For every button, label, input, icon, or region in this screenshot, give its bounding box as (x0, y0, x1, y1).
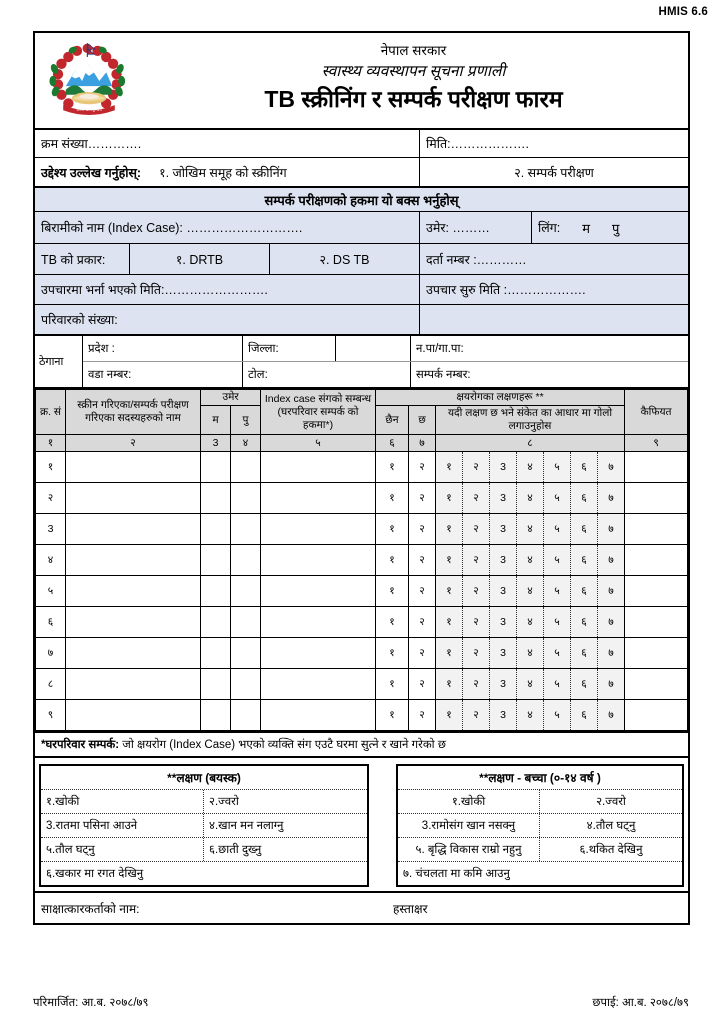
row-remarks-input-8[interactable] (625, 669, 688, 700)
nepal-government-emblem-icon (46, 38, 132, 124)
adult-symptom-7: ६.खकार मा रगत देखिनु (46, 868, 144, 881)
row-9-symptom-option-2[interactable]: २ (463, 700, 490, 731)
row-name-input-6[interactable] (66, 607, 201, 638)
row-symptom-yes-option-5[interactable]: २ (409, 576, 436, 607)
sex-option-male[interactable]: पु (612, 220, 620, 236)
address-block (35, 336, 688, 389)
th-symptom-no: छैन (376, 406, 409, 435)
th-symptoms-group: क्षयरोगका लक्षणहरू ** (376, 390, 625, 406)
row-6-symptom-option-5[interactable]: ५ (544, 607, 571, 638)
row-name-input-3[interactable] (66, 514, 201, 545)
footer-revised: परिमार्जित: आ.ब. २०७८/७९ (33, 997, 149, 1009)
row-relation-input-9[interactable] (261, 700, 376, 731)
row-3-symptom-option-3[interactable]: 3 (490, 514, 517, 545)
row-9-symptom-option-5[interactable]: ५ (544, 700, 571, 731)
row-6-symptom-option-3[interactable]: 3 (490, 607, 517, 638)
row-1-symptom-option-4[interactable]: ४ (517, 452, 544, 483)
row-7-symptom-option-7[interactable]: ७ (598, 638, 625, 669)
row-remarks-input-7[interactable] (625, 638, 688, 669)
child-symptom-1: १.खोकी (398, 790, 540, 813)
row-remarks-input-9[interactable] (625, 700, 688, 731)
row-9-symptom-option-3[interactable]: 3 (490, 700, 517, 731)
row-symptom-yes-option-9[interactable]: २ (409, 700, 436, 731)
row-1-symptom-option-7[interactable]: ७ (598, 452, 625, 483)
row-7-symptom-option-6[interactable]: ६ (571, 638, 598, 669)
district-value[interactable] (336, 336, 411, 361)
th-symptom-circle-instruction: यदी लक्षण छ भने संकेत का आधार मा गोलो लगाउनुहोस (436, 406, 625, 435)
contact-number-field[interactable]: सम्पर्क नम्बर: (416, 369, 471, 381)
row-relation-input-5[interactable] (261, 576, 376, 607)
row-age-female-input-5[interactable] (201, 576, 231, 607)
table-column-number-row (36, 435, 688, 452)
child-legend-row (398, 838, 682, 862)
colnum-3: 3 (201, 435, 231, 452)
row-age-female-input-2[interactable] (201, 483, 231, 514)
colnum-5: ५ (261, 435, 376, 452)
row-symptom-yes-option-1[interactable]: २ (409, 452, 436, 483)
colnum-7: ७ (409, 435, 436, 452)
th-remarks: कैफियत (625, 390, 688, 435)
adult-symptom-1: १.खोकी (41, 790, 204, 813)
row-8-symptom-option-1[interactable]: १ (436, 669, 463, 700)
table-row (36, 607, 688, 638)
row-symptom-no-option-4[interactable]: १ (376, 545, 409, 576)
row-age-female-input-4[interactable] (201, 545, 231, 576)
row-age-female-input-6[interactable] (201, 607, 231, 638)
child-legend-row (398, 790, 682, 814)
colnum-6: ६ (376, 435, 409, 452)
table-row (36, 483, 688, 514)
registration-number-field[interactable]: दर्ता नम्बर :………… (426, 252, 527, 267)
row-3-symptom-option-6[interactable]: ६ (571, 514, 598, 545)
row-4-symptom-option-2[interactable]: २ (463, 545, 490, 576)
row-7-symptom-option-1[interactable]: १ (436, 638, 463, 669)
table-row (36, 669, 688, 700)
child-legend-title: **लक्षण - बच्चा (०-१४ वर्ष ) (398, 766, 682, 790)
form-outer-frame (33, 31, 690, 925)
row-name-input-2[interactable] (66, 483, 201, 514)
row-4-symptom-option-4[interactable]: ४ (517, 545, 544, 576)
purpose-option-2[interactable]: २. सम्पर्क परीक्षण (514, 165, 594, 180)
purpose-left-cell (35, 158, 420, 186)
row-5-symptom-option-6[interactable]: ६ (571, 576, 598, 607)
row-relation-input-8[interactable] (261, 669, 376, 700)
row-9-symptom-option-7[interactable]: ७ (598, 700, 625, 731)
row-5-symptom-option-7[interactable]: ७ (598, 576, 625, 607)
row-serial-2: २ (36, 483, 66, 514)
child-symptom-5: ५. बृद्धि विकास राम्रो नहुनु (398, 838, 540, 861)
row-age-male-input-1[interactable] (231, 452, 261, 483)
row-remarks-input-4[interactable] (625, 545, 688, 576)
row-2-symptom-option-5[interactable]: ५ (544, 483, 571, 514)
tb-type-option-dstb[interactable]: २. DS TB (270, 244, 420, 274)
row-6-symptom-option-1[interactable]: १ (436, 607, 463, 638)
row-age-male-input-9[interactable] (231, 700, 261, 731)
family-count-blank (420, 305, 688, 334)
row-serial-8: ८ (36, 669, 66, 700)
purpose-label: उद्देश्य उल्लेख गर्नुहोस्: (41, 165, 142, 180)
row-relation-input-4[interactable] (261, 545, 376, 576)
adult-legend-row (41, 862, 367, 885)
row-symptom-no-option-1[interactable]: १ (376, 452, 409, 483)
adult-legend-row (41, 814, 367, 838)
address-row-2 (83, 362, 688, 387)
serial-date-row (35, 130, 688, 158)
row-age-male-input-5[interactable] (231, 576, 261, 607)
row-9-symptom-option-1[interactable]: १ (436, 700, 463, 731)
screening-table (35, 389, 688, 731)
row-serial-4: ४ (36, 545, 66, 576)
date-field[interactable]: मिति:………………. (426, 137, 530, 151)
row-remarks-input-1[interactable] (625, 452, 688, 483)
row-1-symptom-option-6[interactable]: ६ (571, 452, 598, 483)
row-name-input-8[interactable] (66, 669, 201, 700)
row-serial-6: ६ (36, 607, 66, 638)
row-5-symptom-option-1[interactable]: १ (436, 576, 463, 607)
row-8-symptom-option-4[interactable]: ४ (517, 669, 544, 700)
row-symptom-no-option-8[interactable]: १ (376, 669, 409, 700)
row-relation-input-2[interactable] (261, 483, 376, 514)
row-symptom-no-option-7[interactable]: १ (376, 638, 409, 669)
row-name-input-1[interactable] (66, 452, 201, 483)
row-age-male-input-2[interactable] (231, 483, 261, 514)
row-symptom-no-option-5[interactable]: १ (376, 576, 409, 607)
child-legend-row (398, 814, 682, 838)
row-name-input-5[interactable] (66, 576, 201, 607)
row-symptom-yes-option-7[interactable]: २ (409, 638, 436, 669)
table-row (36, 514, 688, 545)
row-relation-input-3[interactable] (261, 514, 376, 545)
row-3-symptom-option-5[interactable]: ५ (544, 514, 571, 545)
colnum-4: ४ (231, 435, 261, 452)
row-name-input-4[interactable] (66, 545, 201, 576)
row-8-symptom-option-3[interactable]: 3 (490, 669, 517, 700)
row-age-male-input-4[interactable] (231, 545, 261, 576)
adult-symptom-2: २.ज्वरो (209, 796, 239, 809)
government-name: नेपाल सरकार (380, 43, 447, 59)
row-5-symptom-option-2[interactable]: २ (463, 576, 490, 607)
row-relation-input-1[interactable] (261, 452, 376, 483)
municipality-field[interactable]: न.पा/गा.पा: (416, 343, 464, 355)
address-label: ठेगाना (35, 336, 83, 387)
row-2-symptom-option-6[interactable]: ६ (571, 483, 598, 514)
row-age-male-input-7[interactable] (231, 638, 261, 669)
screening-table-body (36, 452, 688, 731)
row-7-symptom-option-5[interactable]: ५ (544, 638, 571, 669)
row-3-symptom-option-7[interactable]: ७ (598, 514, 625, 545)
row-symptom-no-option-6[interactable]: १ (376, 607, 409, 638)
row-symptom-no-option-3[interactable]: १ (376, 514, 409, 545)
row-1-symptom-option-5[interactable]: ५ (544, 452, 571, 483)
row-age-male-input-8[interactable] (231, 669, 261, 700)
row-8-symptom-option-6[interactable]: ६ (571, 669, 598, 700)
interviewer-signature-field[interactable]: हस्ताक्षर (393, 901, 428, 916)
row-remarks-input-2[interactable] (625, 483, 688, 514)
purpose-row (35, 158, 688, 188)
colnum-9: ९ (625, 435, 688, 452)
page-title: TB स्क्रीनिंग र सम्पर्क परीक्षण फारम (264, 86, 563, 113)
child-symptom-7: ७. चंचलता मा कमि आउनु (403, 868, 510, 881)
row-8-symptom-option-5[interactable]: ५ (544, 669, 571, 700)
family-count-field[interactable]: परिवारको संख्या: (35, 305, 420, 334)
tb-type-row (35, 244, 688, 275)
row-symptom-no-option-9[interactable]: १ (376, 700, 409, 731)
adult-symptom-4: ४.खान मन नलाग्नु (209, 820, 284, 833)
row-age-female-input-7[interactable] (201, 638, 231, 669)
th-age-male: पु (231, 406, 261, 435)
row-age-female-input-1[interactable] (201, 452, 231, 483)
row-remarks-input-3[interactable] (625, 514, 688, 545)
hmis-code-label: HMIS 6.6 (658, 6, 708, 18)
footer-printed: छपाई: आ.ब. २०७८/७९ (592, 997, 689, 1009)
row-symptom-yes-option-2[interactable]: २ (409, 483, 436, 514)
table-row (36, 576, 688, 607)
colnum-2: २ (66, 435, 201, 452)
admission-date-field[interactable]: उपचारमा भर्ना भएको मिति:……………………. (35, 275, 420, 304)
row-symptom-yes-option-8[interactable]: २ (409, 669, 436, 700)
form-header (35, 33, 688, 130)
row-serial-1: १ (36, 452, 66, 483)
household-contact-note (35, 731, 688, 758)
row-4-symptom-option-1[interactable]: १ (436, 545, 463, 576)
row-2-symptom-option-4[interactable]: ४ (517, 483, 544, 514)
row-serial-3: 3 (36, 514, 66, 545)
adult-legend-row (41, 838, 367, 862)
adult-legend-row (41, 790, 367, 814)
row-serial-5: ५ (36, 576, 66, 607)
ward-number-field[interactable]: वडा नम्बर: (83, 362, 243, 387)
row-2-symptom-option-2[interactable]: २ (463, 483, 490, 514)
colnum-1: १ (36, 435, 66, 452)
row-symptom-yes-option-4[interactable]: २ (409, 545, 436, 576)
row-7-symptom-option-2[interactable]: २ (463, 638, 490, 669)
row-3-symptom-option-2[interactable]: २ (463, 514, 490, 545)
row-4-symptom-option-6[interactable]: ६ (571, 545, 598, 576)
row-5-symptom-option-4[interactable]: ४ (517, 576, 544, 607)
table-row (36, 452, 688, 483)
table-row (36, 545, 688, 576)
system-name: स्वास्थ्य व्यवस्थापन सूचना प्रणाली (321, 62, 506, 80)
row-name-input-9[interactable] (66, 700, 201, 731)
form-title-block (143, 33, 688, 128)
child-symptom-6: ६.थकित देखिनु (579, 844, 643, 857)
province-field[interactable]: प्रदेश : (83, 336, 243, 361)
th-names: स्क्रीन गरिएका/सम्पर्क परीक्षण गरिएका सदस्यहरुको नाम (66, 390, 201, 435)
row-6-symptom-option-7[interactable]: ७ (598, 607, 625, 638)
adult-symptom-3: 3.रातमा पसिना आउने (41, 814, 204, 837)
adult-symptom-6: ६.छाती दुख्नु (209, 844, 262, 857)
legend-gap (369, 764, 396, 887)
row-9-symptom-option-4[interactable]: ४ (517, 700, 544, 731)
th-age-female: म (201, 406, 231, 435)
row-2-symptom-option-3[interactable]: 3 (490, 483, 517, 514)
index-case-sex-field (532, 212, 688, 243)
row-7-symptom-option-3[interactable]: 3 (490, 638, 517, 669)
sex-option-female[interactable]: म (582, 220, 591, 236)
row-3-symptom-option-4[interactable]: ४ (517, 514, 544, 545)
row-symptom-yes-option-3[interactable]: २ (409, 514, 436, 545)
index-case-name-field[interactable]: बिरामीको नाम (Index Case): ………………………. (35, 212, 420, 243)
child-symptom-legend (396, 764, 684, 887)
index-case-age-field[interactable]: उमेर: ……… (420, 212, 532, 243)
row-relation-input-7[interactable] (261, 638, 376, 669)
note-text: जो क्षयरोग (Index Case) भएको व्यक्ति संग एउटै घरमा सुत्ने र खाने गरेको छ (119, 739, 446, 752)
row-symptom-no-option-2[interactable]: १ (376, 483, 409, 514)
row-9-symptom-option-6[interactable]: ६ (571, 700, 598, 731)
svg-text:जननी जन्मभूमिश्च: जननी जन्मभूमिश्च (76, 106, 102, 112)
th-relation: Index case संगको सम्बन्ध (घरपरिवार सम्पर्क को हकमा*) (261, 390, 376, 435)
row-age-male-input-6[interactable] (231, 607, 261, 638)
row-3-symptom-option-1[interactable]: १ (436, 514, 463, 545)
adult-symptom-5: ५.तौल घट्नु (41, 838, 204, 861)
child-legend-row (398, 862, 682, 885)
sex-label: लिंग: (538, 221, 561, 235)
tb-type-option-drtb[interactable]: १. DRTB (130, 244, 270, 274)
row-6-symptom-option-6[interactable]: ६ (571, 607, 598, 638)
serial-number-field[interactable]: क्रम संख्या…………. (35, 130, 420, 157)
row-5-symptom-option-3[interactable]: 3 (490, 576, 517, 607)
row-remarks-input-6[interactable] (625, 607, 688, 638)
treatment-start-date-field[interactable]: उपचार सुरु मिति :………………. (426, 283, 586, 297)
address-row-1 (83, 336, 688, 362)
table-row (36, 700, 688, 731)
row-age-female-input-3[interactable] (201, 514, 231, 545)
row-name-input-7[interactable] (66, 638, 201, 669)
emblem-container (35, 33, 143, 128)
row-remarks-input-5[interactable] (625, 576, 688, 607)
row-serial-9: ९ (36, 700, 66, 731)
symptom-legends (35, 758, 688, 891)
row-4-symptom-option-7[interactable]: ७ (598, 545, 625, 576)
table-row (36, 638, 688, 669)
contact-section-title: सम्पर्क परीक्षणको हकमा यो बक्स भर्नुहोस् (35, 188, 688, 212)
row-1-symptom-option-1[interactable]: १ (436, 452, 463, 483)
row-serial-7: ७ (36, 638, 66, 669)
row-2-symptom-option-1[interactable]: १ (436, 483, 463, 514)
child-symptom-2: २.ज्वरो (596, 796, 626, 809)
row-4-symptom-option-5[interactable]: ५ (544, 545, 571, 576)
tole-field[interactable]: टोल: (243, 362, 411, 387)
row-8-symptom-option-2[interactable]: २ (463, 669, 490, 700)
interviewer-row (35, 891, 688, 923)
note-bold-label: *घरपरिवार सम्पर्क: (41, 739, 120, 752)
row-1-symptom-option-3[interactable]: 3 (490, 452, 517, 483)
child-symptom-3: 3.रामोसंग खान नसक्नु (398, 814, 540, 837)
index-case-row (35, 212, 688, 244)
row-2-symptom-option-7[interactable]: ७ (598, 483, 625, 514)
row-age-female-input-8[interactable] (201, 669, 231, 700)
row-4-symptom-option-3[interactable]: 3 (490, 545, 517, 576)
row-age-female-input-9[interactable] (201, 700, 231, 731)
row-5-symptom-option-5[interactable]: ५ (544, 576, 571, 607)
page-footer (33, 995, 689, 1010)
interviewer-name-field[interactable]: साक्षात्कारकर्ताको नाम: (41, 901, 140, 916)
purpose-option-1[interactable]: १. जोखिम समूह को स्क्रीनिंग (159, 165, 287, 180)
row-age-male-input-3[interactable] (231, 514, 261, 545)
colnum-8: ८ (436, 435, 625, 452)
table-header-row (36, 390, 688, 406)
row-7-symptom-option-4[interactable]: ४ (517, 638, 544, 669)
row-symptom-yes-option-6[interactable]: २ (409, 607, 436, 638)
adult-legend-title: **लक्षण (बयस्क) (41, 766, 367, 790)
row-8-symptom-option-7[interactable]: ७ (598, 669, 625, 700)
address-grid (83, 336, 688, 387)
treatment-dates-row (35, 275, 688, 305)
tb-type-label: TB को प्रकार: (35, 244, 130, 274)
th-serial: क्र. सं (36, 390, 66, 435)
row-6-symptom-option-4[interactable]: ४ (517, 607, 544, 638)
family-count-row (35, 305, 688, 336)
th-age-group: उमेर (201, 390, 261, 406)
row-relation-input-6[interactable] (261, 607, 376, 638)
child-symptom-4: ४.तौल घट्नु (586, 820, 636, 833)
district-field[interactable]: जिल्ला: (243, 336, 336, 361)
adult-symptom-legend (39, 764, 369, 887)
row-1-symptom-option-2[interactable]: २ (463, 452, 490, 483)
th-symptom-yes: छ (409, 406, 436, 435)
row-6-symptom-option-2[interactable]: २ (463, 607, 490, 638)
